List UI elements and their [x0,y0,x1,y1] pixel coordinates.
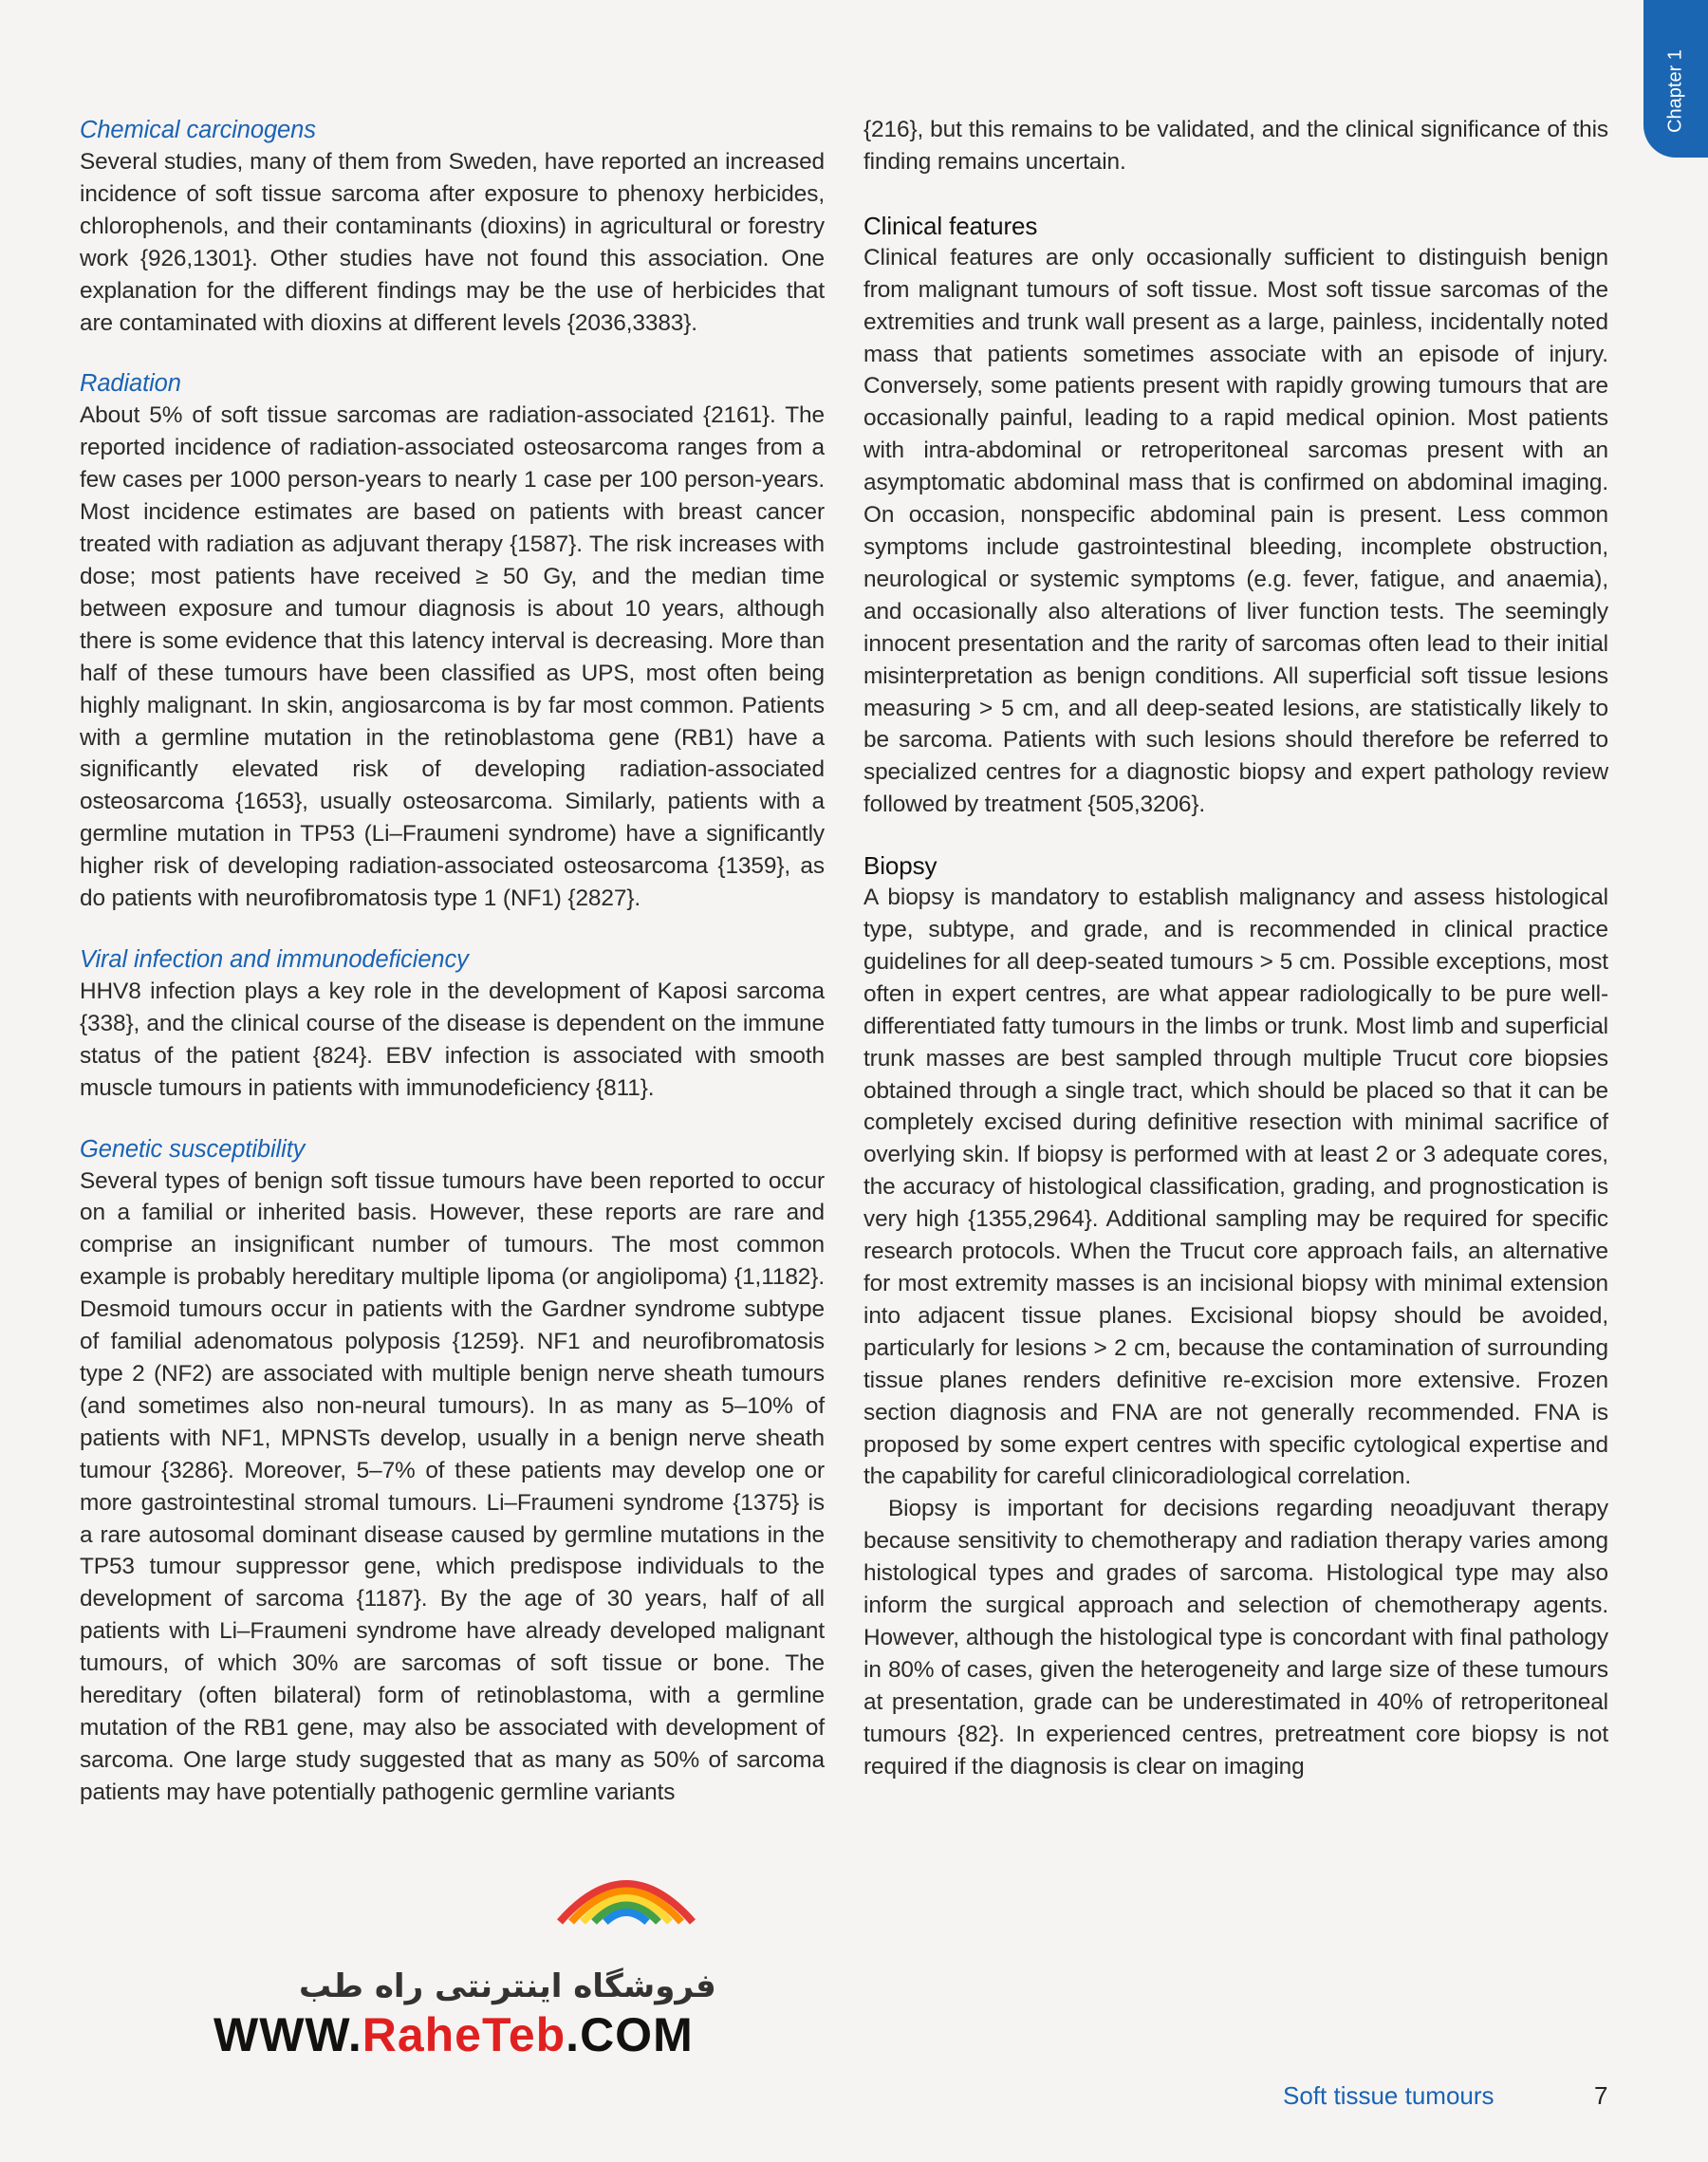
watermark-persian: فروشگاه اینترنتی راه طب [299,1967,716,2005]
biopsy-heading: Biopsy [863,851,938,881]
chapter-tab-label: Chapter 1 [1664,49,1686,134]
clinical-features-text: Clinical features are only occasionally sufficient to distinguish benign from malignant tumours of soft tissue. Most soft tissue sarcomas of the extremities and trunk wall present as a large, painless, incidentally noted mass that patients sometimes associate with an episode of injury. Conversely, some patients present with rapidly growing tumours that are occasionally painful, leading to a rapid medical opinion. Most patients with intra-abdominal or retroperitoneal sarcomas present with an asymptomatic abdominal mass that is confirmed on abdominal imaging. On occasion, nonspecific abdominal pain is present. Less common symptoms include gastrointestinal bleeding, incomplete obstruction, neurological or systemic symptoms (e.g. fever, fatigue, and anaemia), and occasionally also alterations of liver function tests. The seemingly innocent presentation and the rarity of sarcomas often lead to their initial misinterpretation as benign conditions. All superficial soft tissue lesions measuring > 5 cm, and all deep-seated lesions, are statistically likely to be sarcoma. Patients with such lesions should therefore be referred to specialized centres for a diagnostic biopsy and expert pathology review followed by treatment {505,3206}. [863,244,1608,818]
watermark-url [214,2007,694,2062]
clinical-features-heading: Clinical features [863,211,1038,240]
watermark-url-brand: RaheTeb [362,2008,566,2061]
rainbow-logo-icon [550,1855,702,1931]
footer-section-title: Soft tissue tumours [1283,2081,1494,2110]
left-column [80,114,825,1809]
viral-infection-text: HHV8 infection plays a key role in the development of Kaposi sarcoma {338}, and the clinical course of the disease is dependent on the immune status of the patient {824}. EBV infection is associated with smooth muscle tumours in patients with immunodeficiency {811}. [80,978,825,1101]
radiation-text: About 5% of soft tissue sarcomas are radiation-associated {2161}. The reported incidence of radiation-associated osteosarcoma ranges from a few cases per 1000 person-years to nearly 1 case per 100 person-years. Most incidence estimates are based on patients with breast cancer treated with radiation as adjuvant therapy {1587}. The risk increases with dose; most patients have received ≥ 50 Gy, and the median time between exposure and tumour diagnosis is about 10 years, although there is some evidence that this latency interval is decreasing. More than half of these tumours have been classified as UPS, most often being highly malignant. In skin, angiosarcoma is by far most common. Patients with a germline mutation in the retinoblastoma gene (RB1) have a significantly elevated risk of developing radiation-associated osteosarcoma {1653}, usually osteosarcoma. Similarly, patients with a germline mutation in TP53 (Li–Fraumeni syndrome) have a significantly higher risk of developing radiation-associated osteosarcoma {1359}, as do patients with neurofibromatosis type 1 (NF1) {2827}. [80,402,825,912]
watermark-url-suffix: .COM [566,2008,694,2061]
genetic-susceptibility-text: Several types of benign soft tissue tumours have been reported to occur on a familial or inherited basis. However, these reports are rare and comprise an insignificant number of tumours. The most common example is probably hereditary multiple lipoma (or angiolipoma) {1,1182}. Desmoid tumours occur in patients with the Gardner syndrome subtype of familial adenomatous polyposis {1259}. NF1 and neurofibromatosis type 2 (NF2) are associated with multiple benign nerve sheath tumours (and sometimes also non-neural tumours). In as many as 5–10% of patients with NF1, MPNSTs develop, usually in a benign nerve sheath tumour {3286}. Moreover, 5–7% of these patients may develop one or more gastrointestinal stromal tumours. Li–Fraumeni syndrome {1375} is a rare autosomal dominant disease caused by germline mutations in the TP53 tumour suppressor gene, which predispose individuals to the development of sarcoma {1187}. By the age of 30 years, half of all patients with Li–Fraumeni syndrome have already developed malignant tumours, of which 30% are sarcomas of soft tissue or bone. The hereditary (often bilateral) form of retinoblastoma, with a germline mutation of the RB1 gene, may also be associated with development of sarcoma. One large study suggested that as many as 50% of sarcoma patients may have potentially pathogenic germline variants [80,1167,825,1805]
chemical-carcinogens-heading: Chemical carcinogens [80,117,316,143]
watermark [214,1846,726,2061]
viral-infection-heading: Viral infection and immunodeficiency [80,945,469,973]
biopsy-text-2: Biopsy is important for decisions regarding neoadjuvant therapy because sensitivity to chemotherapy and radiation therapy varies among histological types and grades of sarcoma. Histological type may also inform the surgical approach and selection of chemotherapy agents. However, although the histological type is concordant with final pathology in 80% of cases, given the heterogeneity and large size of these tumours at presentation, grade can be underestimated in 40% of retroperitoneal tumours {82}. In experienced centres, pretreatment core biopsy is not required if the diagnosis is clear on imaging [863,1496,1608,1780]
footer-page-number: 7 [1594,2081,1608,2110]
genetic-susceptibility-heading: Genetic susceptibility [80,1135,306,1163]
continued-text: {216}, but this remains to be validated, and the clinical significance of this finding remains uncertain. [863,117,1608,175]
biopsy-text-1: A biopsy is mandatory to establish malignancy and assess histological type, subtype, and grade, and is recommended in clinical practice guidelines for all deep-seated tumours > 5 cm. Possible exceptions, most often in expert centres, are what appear radiologically to be pure well-differentiated fatty tumours in the limbs or trunk. Most limb and superficial trunk masses are best sampled through multiple Trucut core biopsies obtained through a single tract, which should be placed so that it can be completely excised during definitive resection with minimal sacrifice of overlying skin. If biopsy is performed with at least 2 or 3 adequate cores, the accuracy of histological classification, grading, and prognostication is very high {1355,2964}. Additional sampling may be required for specific research protocols. When the Trucut core approach fails, an alternative for most extremity masses is an incisional biopsy with minimal extension into adjacent tissue planes. Excisional biopsy should be avoided, particularly for lesions > 2 cm, because the contamination of surrounding tissue planes renders definitive re-excision more extensive. Frozen section diagnosis and FNA are not generally recommended. FNA is proposed by some expert centres with specific cytological expertise and the capability for careful clinicoradiological correlation. [863,885,1608,1490]
watermark-url-prefix: WWW. [214,2008,362,2061]
radiation-heading: Radiation [80,370,181,398]
chapter-tab [1643,0,1708,158]
right-column [863,114,1608,1783]
chemical-carcinogens-text: Several studies, many of them from Sweden, have reported an increased incidence of soft tissue sarcoma after exposure to phenoxy herbicides, chlorophenols, and their contaminants (dioxins) in agricultural or forestry work {926,1301}. Other studies have not found this association. One explanation for the different findings may be the use of herbicides that are contaminated with dioxins at different levels {2036,3383}. [80,149,825,336]
